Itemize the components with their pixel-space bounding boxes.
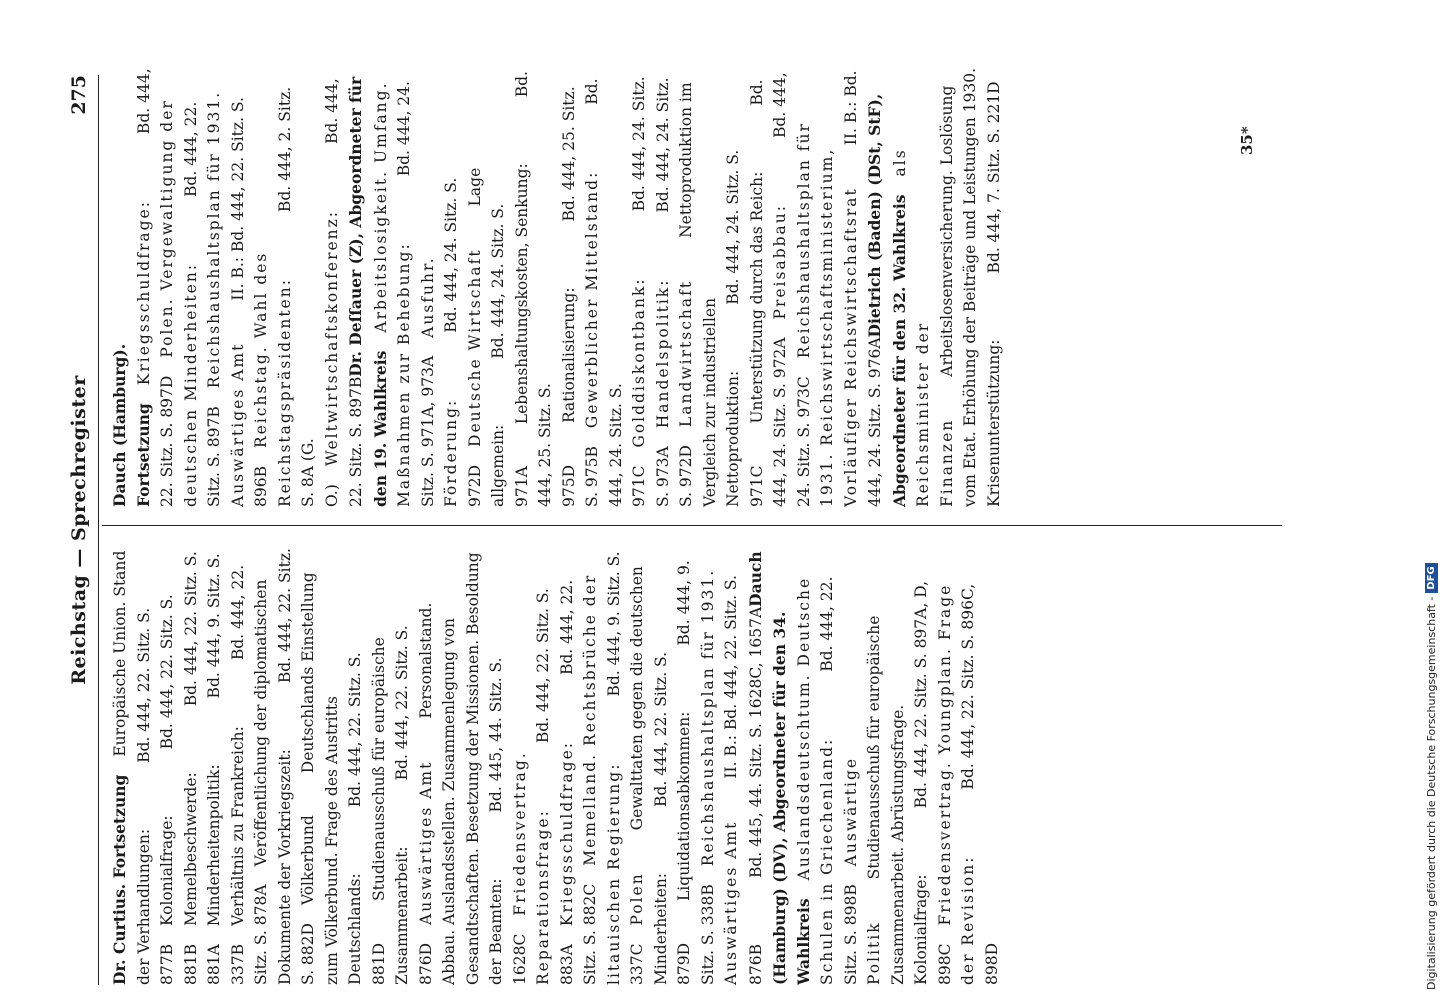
speaker-entry: Dr. Curtius. Fortsetzung <box>110 774 129 985</box>
column-divider <box>102 525 1282 526</box>
speaker-entry: Dauch (Hamburg) (DV), Abgeordneter für den 34. Wahlkreis <box>745 551 813 985</box>
topic-line: Golddiskontbank: <box>630 277 648 448</box>
reference-line: Bd. 444, 24. Sitz. S. 973A <box>630 76 672 507</box>
speaker-entry: Dauch (Hamburg). Fortsetzung <box>110 343 153 507</box>
digitization-credit <box>1422 0 1440 990</box>
reference-line: Bd. 444, 22. Sitz. S. 881B <box>158 594 200 985</box>
reference-line: Bd. 444, 22. Sitz. S. 897B <box>181 101 223 507</box>
reference-line: Bd. 444, 22. Sitz. S. 876D <box>393 625 435 985</box>
header-rule <box>98 75 99 985</box>
left-column <box>108 545 1004 985</box>
topic-line: Reichshaushaltsplan für 1931. Reichswirtschaftsministerium, Vorläufiger Reichswirtschaftsrat <box>794 122 860 507</box>
topic-line: Nettoproduktion im Vergleich zur industriellen Nettoproduktion: <box>677 82 742 507</box>
speaker-entry: Dr. Deſſauer (Z), Abgeordneter für den 19. Wahlkreis <box>346 76 390 507</box>
topic-line: Veröffentlichung der diplomatischen Dokumente der Vorkriegszeit: <box>252 579 294 985</box>
reference-line: Bd. 444, 24. Sitz. S. 972D <box>653 77 695 507</box>
reference-line: Bd. 444, 22. Sitz. S. 896C, 898D <box>959 583 1001 985</box>
reference-line: Bd. 444, 22. Sitz. S. 877B <box>134 607 176 985</box>
reference-line: Bd. 444, 9. Sitz. S. 338B <box>675 560 717 985</box>
reference-line: Bd. 444, 9. Sitz. S. 337C <box>604 551 646 985</box>
credit-text: Digitalisierung gefördert durch die Deutsche Forschungsgemeinschaft - <box>1424 596 1438 990</box>
reference-line: II. B.: Bd. 444, 22. Sitz. S. 896B <box>228 97 270 507</box>
topic-line: Personalstand. Abbau. Auslandsstellen. Zusammenlegung von Gesandtschaften. Besetzung der Missionen. Besoldung der Beamten: <box>416 552 505 985</box>
reference-line: Bd. 444, 24. Sitz. S. 973C <box>771 72 813 507</box>
topic-line: Auswärtiges Amt <box>416 760 435 925</box>
topic-line: Ausfuhr. Förderung: <box>418 256 460 507</box>
reference-line: Bd. 444, 2. Sitz. S. 8A (G. O.) <box>275 86 341 507</box>
topic-line: Unterstützung durch das Reich: <box>747 171 766 424</box>
topic-line: Minderheitenpolitik: <box>205 764 223 927</box>
topic-line: Völkerbund <box>299 815 317 906</box>
reference-line: Bd. 444, 24. Sitz. S. 971C <box>583 78 648 507</box>
reference-line: Bd. 444, 24. Sitz. S. 972D <box>442 177 484 507</box>
right-column <box>108 67 1006 507</box>
reference-line: Bd. 444, 22. Sitz. S. 882C <box>557 579 599 985</box>
topic-line: Kolonialfrage: <box>158 815 176 927</box>
topic-line: Landwirtschaft <box>677 279 695 428</box>
reference-line: Bd. 444, 9. Sitz. S. 337B <box>205 553 247 985</box>
topic-line: Handelspolitik: <box>653 278 672 429</box>
signature-mark: 35* <box>1238 126 1256 155</box>
reference-line: Bd. 444, 22. Sitz. S. 881D <box>346 652 388 985</box>
topic-line: Auslandsdeutschtum. Deutsche Schulen in Griechenland: <box>794 576 836 985</box>
topic-line: Liquidationsabkommen: <box>675 711 693 901</box>
reference-line: Bd. 444, 24. Sitz. S. 971A, 973A <box>395 81 437 507</box>
reference-line: Bd. 444, 22. Sitz. S. 878A <box>228 564 270 985</box>
reference-line: Bd. 444, 22. Sitz. S. 883A <box>534 588 576 985</box>
topic-line: als Reichsminister der Finanzen <box>890 148 956 507</box>
reference-line: Bd. 445, 44. Sitz. S. 1628C <box>487 657 529 985</box>
topic-line: Kriegsschuldfrage: <box>134 200 153 386</box>
topic-line: Arbeitslosenversicherung. Loslösung vom Etat. Erhöhung der Beiträge und Leistungen 1930. Krisenunterstützung: <box>937 67 1003 507</box>
topic-line: Friedensvertrag. Reparationsfrage: <box>510 751 552 985</box>
reference-line: Bd. 444, 22. Sitz. S. 898B <box>818 576 860 985</box>
topic-line: Polen <box>628 872 646 926</box>
topic-line: Studienausschuß für europäische Zusammenarbeit. Abrüstungsfrage. Kolonialfrage: <box>865 615 930 985</box>
reference-line: Bd. 444, 25. Sitz. S. 975D <box>512 71 578 507</box>
reference-line: Bd. 444, 7. Sitz. S. 221D <box>984 81 1003 274</box>
topic-line: Lage allgemein: <box>465 167 507 507</box>
reference-line: Bd. 444, 22. Sitz. S. 897A, D, 898C <box>912 580 954 985</box>
topic-line: Gewalttaten gegen die deutschen Minderheiten: <box>628 566 670 985</box>
rotated-document-page <box>60 25 1340 985</box>
topic-line: Reichshaushaltsplan für 1931. Auswärtiges Amt <box>698 568 740 985</box>
topic-line: Deutsche Wirtschaft <box>465 248 484 447</box>
topic-line: Gewerblicher Mittelstand: <box>583 170 601 429</box>
page-number: 275 <box>68 75 90 115</box>
topic-line: Memelland. Rechtsbrüche der litauischen Regierung: <box>581 573 623 985</box>
speaker-entry: Dietrich (Baden) (DSt, StF), Abgeordneter für den 32. Wahlkreis <box>865 93 909 507</box>
topic-line: Memelbeschwerde: <box>181 772 200 927</box>
topic-line: Studienausschuß für europäische Zusammenarbeit: <box>369 637 411 985</box>
topic-line: Verhältnis zu Frankreich: <box>228 726 247 927</box>
topic-line: Rationalisierung: <box>559 287 578 423</box>
reference-line: Bd. 444, 25. Sitz. S. 975B <box>559 86 601 507</box>
reference-line: Bd. 445, 44. Sitz. S. 1628C, 1657A <box>746 606 765 879</box>
topic-line: Polen. Vergewaltigung der deutschen Minderheiten: <box>158 99 200 507</box>
reference-line: Bd. 444, 22. Sitz. S. 879D <box>651 651 693 985</box>
reference-line: Bd. 444, 22. Sitz. S. 882D <box>275 548 317 985</box>
topic-line: Reichstag. Wahl des Reichstagspräsidenten: <box>252 251 294 507</box>
reference-line: Bd. 444, 24. Sitz. S. 971C <box>724 149 766 507</box>
dfg-logo: DFG <box>1425 563 1438 592</box>
topic-line: Auswärtige Politik <box>841 756 883 985</box>
reference-line: Bd. 444, 24. Sitz. S. 972A <box>747 79 789 507</box>
reference-line: Bd. 444, 22. Sitz. S. 897D <box>134 68 176 507</box>
page-title: Reichstag — Sprechregister <box>68 375 90 685</box>
topic-line: Preisabbau: <box>771 203 789 320</box>
topic-line: Weltwirtschaftskonferenz: <box>322 209 341 467</box>
topic-line: Kriegsschuldfrage: <box>557 741 576 927</box>
topic-line: Deutschlands Einstellung zum Völkerbund. Frage des Austritts Deutschlands: <box>299 572 364 985</box>
topic-line: Friedensvertrag. Youngplan. Frage der Revision: <box>935 583 977 985</box>
reference-line: II. B.: Bd. 444, 24. Sitz. S. 976A <box>841 70 884 507</box>
topic-line: Lebenshaltungskosten, Senkung: <box>512 163 531 425</box>
reference-line: II. B.: Bd. 444, 22. Sitz. S. 876B <box>722 575 765 985</box>
page-header <box>60 75 98 985</box>
reference-line: Bd. 444, 22. Sitz. S. 881A <box>181 551 223 985</box>
reference-line: Bd. 444, 24. Sitz. S. 971A <box>489 203 531 507</box>
reference-line: Bd. 444, 22. Sitz. S. 897B <box>322 78 365 507</box>
topic-line: Arbeitslosigkeit. Umfang. Maßnahmen zur Behebung: <box>371 81 413 507</box>
topic-line: Reichshaushaltsplan für 1931. Auswärtiges Amt <box>205 90 247 507</box>
topic-line: Europäische Union. Stand der Verhandlungen: <box>111 550 153 985</box>
